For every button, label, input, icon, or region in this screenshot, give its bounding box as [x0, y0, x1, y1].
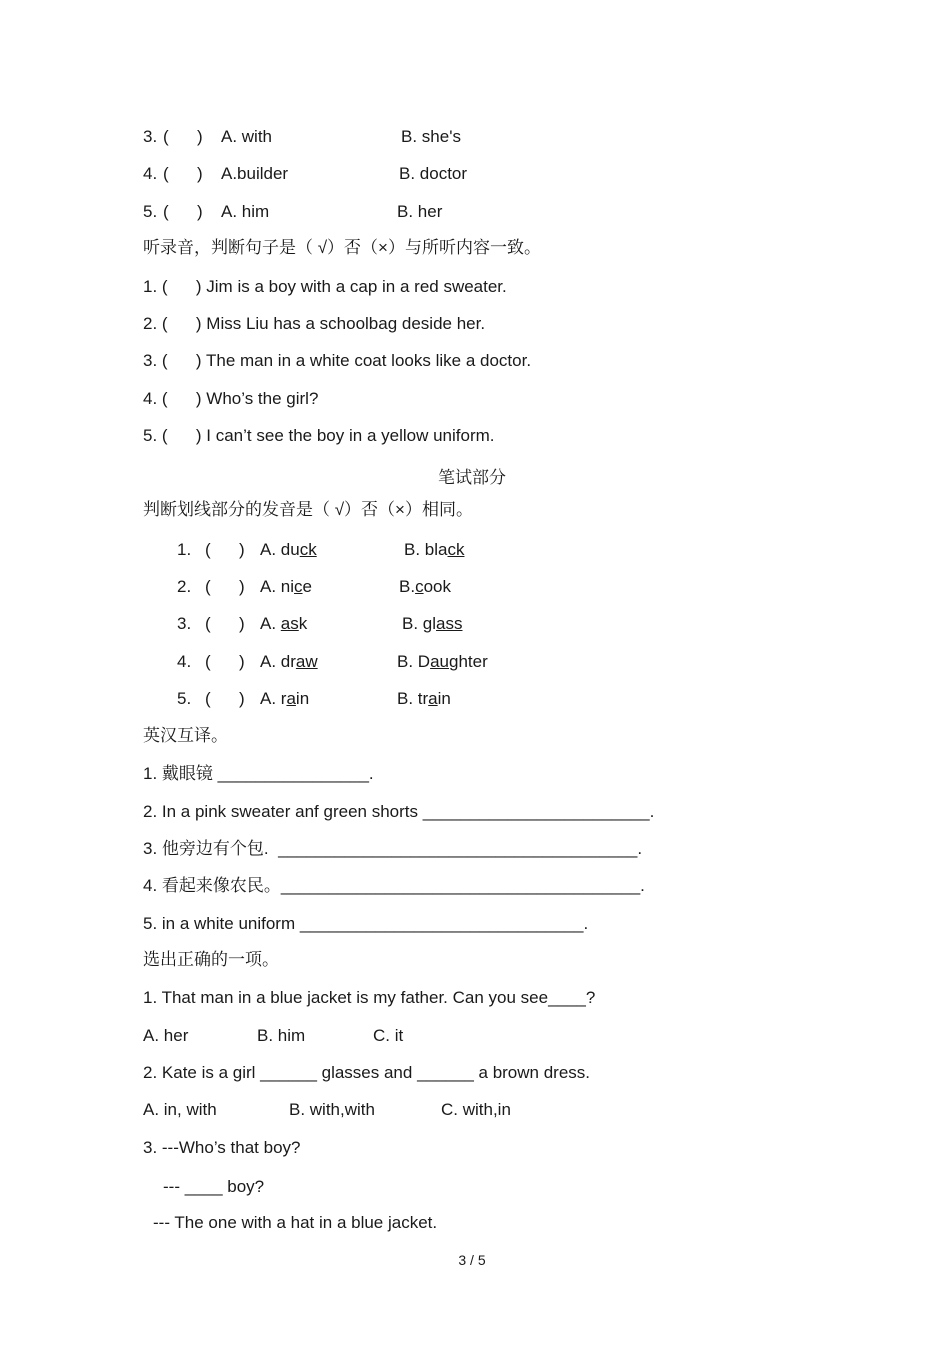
underlined-letters: c: [294, 577, 303, 596]
answer-paren: ( ): [205, 614, 245, 633]
translation-item-2: 2. In a pink sweater anf green shorts ________________________.: [143, 802, 655, 821]
written-section-heading: 笔试部分: [438, 468, 506, 487]
option-a: A. with: [221, 127, 273, 146]
judge-item-5: 5. ( ) I can’t see the boy in a yellow uniform.: [143, 426, 495, 445]
answer-paren: ( ): [205, 689, 245, 708]
underlined-letters: c: [415, 577, 424, 596]
option-b: B. with,with: [289, 1100, 375, 1119]
option-a: A. her: [143, 1026, 189, 1045]
choice-question-1: 1. That man in a blue jacket is my father. Can you see____?: [143, 988, 596, 1007]
option-b: B. glass: [402, 614, 463, 633]
answer-paren: ( ): [205, 652, 245, 671]
question-number: 4.: [143, 164, 158, 183]
question-number: 5.: [177, 689, 192, 708]
option-c: C. it: [373, 1026, 404, 1045]
translation-item-3: 3. 他旁边有个包. ______________________________________.: [143, 839, 643, 858]
choice-question-3-line-2: --- ____ boy?: [163, 1177, 265, 1196]
option-b: B. doctor: [399, 164, 468, 183]
underlined-letters: as: [280, 614, 299, 633]
option-b: B. him: [257, 1026, 306, 1045]
underlined-letters: aw: [295, 652, 318, 671]
judge-item-4: 4. ( ) Who’s the girl?: [143, 389, 319, 408]
question-number: 4.: [177, 652, 192, 671]
choice-instruction: 选出正确的一项。: [143, 950, 279, 969]
answer-paren: ( ): [205, 540, 245, 559]
translation-item-5: 5. in a white uniform ______________________________.: [143, 914, 589, 933]
option-b: B. she's: [401, 127, 461, 146]
option-a: A. draw: [260, 652, 318, 671]
option-b: B.cook: [399, 577, 451, 596]
phonics-instruction: 判断划线部分的发音是（ √）否（×）相同。: [143, 500, 473, 519]
option-c: C. with,in: [441, 1100, 511, 1119]
answer-paren: ( ): [205, 577, 245, 596]
option-a: A. nice: [260, 577, 312, 596]
option-b: B. her: [397, 202, 443, 221]
choice-question-3: 3. ---Who’s that boy?: [143, 1138, 301, 1157]
option-a: A. him: [221, 202, 270, 221]
option-a: A. duck: [260, 540, 317, 559]
choice-question-2: 2. Kate is a girl ______ glasses and ______ a brown dress.: [143, 1063, 591, 1082]
option-b: B. Daughter: [397, 652, 488, 671]
underlined-letters: ass: [436, 614, 463, 633]
listening-judge-instruction: 听录音，判断句子是（ √）否（×）与所听内容一致。: [143, 238, 541, 257]
option-a: A. rain: [260, 689, 310, 708]
translation-item-4: 4. 看起来像农民。______________________________________.: [143, 876, 645, 895]
judge-item-3: 3. ( ) The man in a white coat looks like a doctor.: [143, 351, 532, 370]
translation-instruction: 英汉互译。: [143, 726, 228, 745]
question-number: 5.: [143, 202, 158, 221]
option-a: A. ask: [260, 614, 308, 633]
answer-paren: ( ): [163, 127, 203, 146]
question-number: 3.: [177, 614, 192, 633]
option-a: A.builder: [221, 164, 289, 183]
judge-item-1: 1. ( ) Jim is a boy with a cap in a red sweater.: [143, 277, 507, 296]
option-a: A. in, with: [143, 1100, 217, 1119]
answer-paren: ( ): [163, 164, 203, 183]
underlined-letters: a: [286, 689, 296, 708]
option-b: B. train: [397, 689, 451, 708]
question-number: 2.: [177, 577, 192, 596]
underlined-letters: au: [430, 652, 449, 671]
translation-item-1: 1. 戴眼镜 ________________.: [143, 764, 374, 783]
judge-item-2: 2. ( ) Miss Liu has a schoolbag deside her.: [143, 314, 486, 333]
underlined-letters: a: [428, 689, 438, 708]
question-number: 3.: [143, 127, 158, 146]
answer-paren: ( ): [163, 202, 203, 221]
underlined-letters: ck: [299, 540, 317, 559]
question-number: 1.: [177, 540, 192, 559]
choice-question-3-line-3: --- The one with a hat in a blue jacket.: [153, 1213, 438, 1232]
underlined-letters: ck: [447, 540, 465, 559]
option-b: B. black: [404, 540, 465, 559]
page-number: 3 / 5: [458, 1252, 486, 1268]
